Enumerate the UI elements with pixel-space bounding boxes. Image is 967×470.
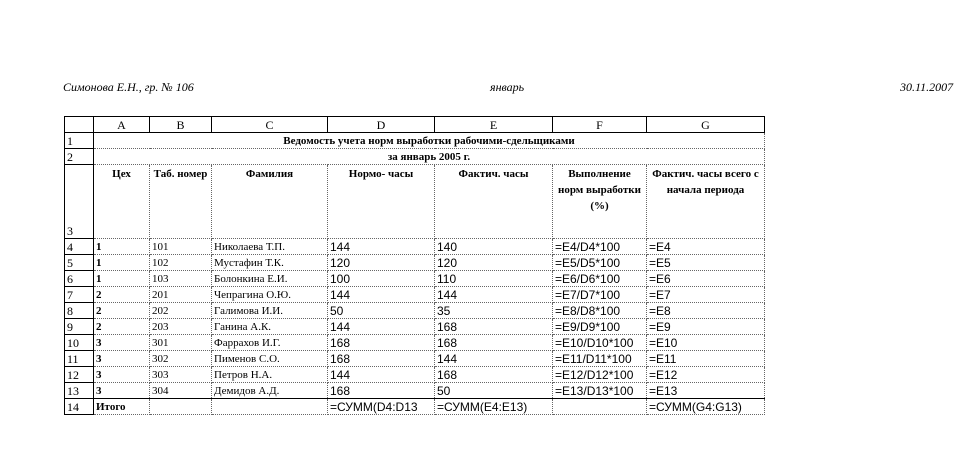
cell-workshop[interactable]: 3 [94, 383, 150, 399]
header-cell-cumulative[interactable]: Фактич. часы всего с начала периода [647, 165, 765, 239]
cell-surname[interactable]: Ганина А.К. [212, 319, 328, 335]
cell-workshop[interactable]: 3 [94, 351, 150, 367]
cell-cumulative-formula[interactable]: =E11 [647, 351, 765, 367]
column-header-a[interactable]: A [94, 117, 150, 133]
cell-tab-number[interactable]: 302 [150, 351, 212, 367]
cell-actual-hours[interactable]: 144 [435, 351, 553, 367]
cell-completion-formula[interactable]: =E11/D11*100 [553, 351, 647, 367]
cell-surname[interactable]: Пименов С.О. [212, 351, 328, 367]
cell-surname[interactable]: Болонкина Е.И. [212, 271, 328, 287]
cell-norm-hours[interactable]: 144 [328, 367, 435, 383]
cell-tab-number[interactable]: 301 [150, 335, 212, 351]
table-row [65, 335, 765, 351]
cell-cumulative-formula[interactable]: =E7 [647, 287, 765, 303]
cell-tab-number[interactable]: 103 [150, 271, 212, 287]
column-header-g[interactable]: G [647, 117, 765, 133]
cell-workshop[interactable]: 2 [94, 287, 150, 303]
cell-cumulative-formula[interactable]: =E4 [647, 239, 765, 255]
row-number[interactable]: 12 [65, 367, 94, 383]
table-row [65, 287, 765, 303]
row-number[interactable]: 14 [65, 399, 94, 415]
header-cell-tab-number[interactable]: Таб. номер [150, 165, 212, 239]
cell-completion-formula[interactable]: =E12/D12*100 [553, 367, 647, 383]
row-number[interactable]: 3 [65, 165, 94, 239]
empty-cell[interactable] [212, 399, 328, 415]
cell-actual-hours[interactable]: 140 [435, 239, 553, 255]
cell-completion-formula[interactable]: =E8/D8*100 [553, 303, 647, 319]
cell-surname[interactable]: Галимова И.И. [212, 303, 328, 319]
page-header-right: 30.11.2007 [900, 80, 954, 94]
table-subtitle[interactable]: за январь 2005 г. [94, 149, 765, 165]
cell-tab-number[interactable]: 304 [150, 383, 212, 399]
cell-tab-number[interactable]: 202 [150, 303, 212, 319]
cell-completion-formula[interactable]: =E4/D4*100 [553, 239, 647, 255]
cell-actual-hours[interactable]: 35 [435, 303, 553, 319]
cell-norm-hours[interactable]: 168 [328, 383, 435, 399]
empty-cell[interactable] [553, 399, 647, 415]
cell-workshop[interactable]: 2 [94, 319, 150, 335]
row-number[interactable]: 7 [65, 287, 94, 303]
cell-norm-hours[interactable]: 144 [328, 287, 435, 303]
cell-actual-hours[interactable]: 120 [435, 255, 553, 271]
total-actual-hours-formula[interactable]: =СУММ(E4:E13) [435, 399, 553, 415]
sheet-row-1 [65, 133, 765, 149]
cell-actual-hours[interactable]: 110 [435, 271, 553, 287]
table-row [65, 367, 765, 383]
cell-completion-formula[interactable]: =E10/D10*100 [553, 335, 647, 351]
cell-actual-hours[interactable]: 168 [435, 335, 553, 351]
table-row [65, 255, 765, 271]
table-row [65, 319, 765, 335]
table-row [65, 351, 765, 367]
cell-surname[interactable]: Чепрагина О.Ю. [212, 287, 328, 303]
header-cell-surname[interactable]: Фамилия [212, 165, 328, 239]
cell-workshop[interactable]: 3 [94, 335, 150, 351]
cell-cumulative-formula[interactable]: =E10 [647, 335, 765, 351]
column-header-e[interactable]: E [435, 117, 553, 133]
cell-completion-formula[interactable]: =E5/D5*100 [553, 255, 647, 271]
cell-surname[interactable]: Мустафин Т.К. [212, 255, 328, 271]
corner-cell[interactable] [65, 117, 94, 133]
total-row [65, 399, 765, 415]
row-number[interactable]: 13 [65, 383, 94, 399]
cell-surname[interactable]: Петров Н.А. [212, 367, 328, 383]
row-number[interactable]: 5 [65, 255, 94, 271]
header-cell-completion[interactable]: Выполнение норм выработки (%) [553, 165, 647, 239]
cell-workshop[interactable]: 1 [94, 271, 150, 287]
row-number[interactable]: 1 [65, 133, 94, 149]
header-cell-actual-hours[interactable]: Фактич. часы [435, 165, 553, 239]
cell-workshop[interactable]: 3 [94, 367, 150, 383]
cell-tab-number[interactable]: 203 [150, 319, 212, 335]
cell-cumulative-formula[interactable]: =E5 [647, 255, 765, 271]
cell-completion-formula[interactable]: =E6/D6*100 [553, 271, 647, 287]
cell-completion-formula[interactable]: =E7/D7*100 [553, 287, 647, 303]
table-title[interactable]: Ведомость учета норм выработки рабочими-сдельщиками [94, 133, 765, 149]
row-number[interactable]: 2 [65, 149, 94, 165]
column-header-f[interactable]: F [553, 117, 647, 133]
cell-norm-hours[interactable]: 120 [328, 255, 435, 271]
empty-cell[interactable] [150, 399, 212, 415]
table-row [65, 303, 765, 319]
column-header-row [65, 117, 765, 133]
cell-tab-number[interactable]: 102 [150, 255, 212, 271]
cell-norm-hours[interactable]: 144 [328, 319, 435, 335]
cell-surname[interactable]: Фаррахов И.Г. [212, 335, 328, 351]
cell-cumulative-formula[interactable]: =E9 [647, 319, 765, 335]
cell-tab-number[interactable]: 201 [150, 287, 212, 303]
cell-actual-hours[interactable]: 144 [435, 287, 553, 303]
table-row [65, 239, 765, 255]
cell-tab-number[interactable]: 303 [150, 367, 212, 383]
table-row [65, 271, 765, 287]
cell-actual-hours[interactable]: 168 [435, 319, 553, 335]
row-number[interactable]: 6 [65, 271, 94, 287]
cell-cumulative-formula[interactable]: =E13 [647, 383, 765, 399]
row-number[interactable]: 8 [65, 303, 94, 319]
cell-workshop[interactable]: 2 [94, 303, 150, 319]
cell-actual-hours[interactable]: 168 [435, 367, 553, 383]
cell-workshop[interactable]: 1 [94, 239, 150, 255]
cell-norm-hours[interactable]: 100 [328, 271, 435, 287]
cell-completion-formula[interactable]: =E9/D9*100 [553, 319, 647, 335]
page-header-left: Симонова Е.Н., гр. № 106 [63, 80, 194, 94]
cell-norm-hours[interactable]: 168 [328, 335, 435, 351]
table-row [65, 383, 765, 399]
row-number[interactable]: 10 [65, 335, 94, 351]
cell-workshop[interactable]: 1 [94, 255, 150, 271]
row-number[interactable]: 11 [65, 351, 94, 367]
header-cell-workshop[interactable]: Цех [94, 165, 150, 239]
column-header-b[interactable]: B [150, 117, 212, 133]
cell-norm-hours[interactable]: 50 [328, 303, 435, 319]
column-header-d[interactable]: D [328, 117, 435, 133]
sheet-row-3 [65, 165, 765, 239]
cell-cumulative-formula[interactable]: =E8 [647, 303, 765, 319]
spreadsheet-table [64, 116, 765, 415]
cell-cumulative-formula[interactable]: =E12 [647, 367, 765, 383]
cell-tab-number[interactable]: 101 [150, 239, 212, 255]
column-header-c[interactable]: C [212, 117, 328, 133]
cell-completion-formula[interactable]: =E13/D13*100 [553, 383, 647, 399]
cell-cumulative-formula[interactable]: =E6 [647, 271, 765, 287]
cell-surname[interactable]: Николаева Т.П. [212, 239, 328, 255]
cell-surname[interactable]: Демидов А.Д. [212, 383, 328, 399]
header-cell-norm-hours[interactable]: Нормо- часы [328, 165, 435, 239]
total-norm-hours-formula[interactable]: =СУММ(D4:D13 [328, 399, 435, 415]
row-number[interactable]: 9 [65, 319, 94, 335]
total-label[interactable]: Итого [94, 399, 150, 415]
cell-norm-hours[interactable]: 144 [328, 239, 435, 255]
cell-actual-hours[interactable]: 50 [435, 383, 553, 399]
cell-norm-hours[interactable]: 168 [328, 351, 435, 367]
page-header-center: январь [490, 80, 525, 94]
total-cumulative-formula[interactable]: =СУММ(G4:G13) [647, 399, 765, 415]
sheet-row-2 [65, 149, 765, 165]
row-number[interactable]: 4 [65, 239, 94, 255]
